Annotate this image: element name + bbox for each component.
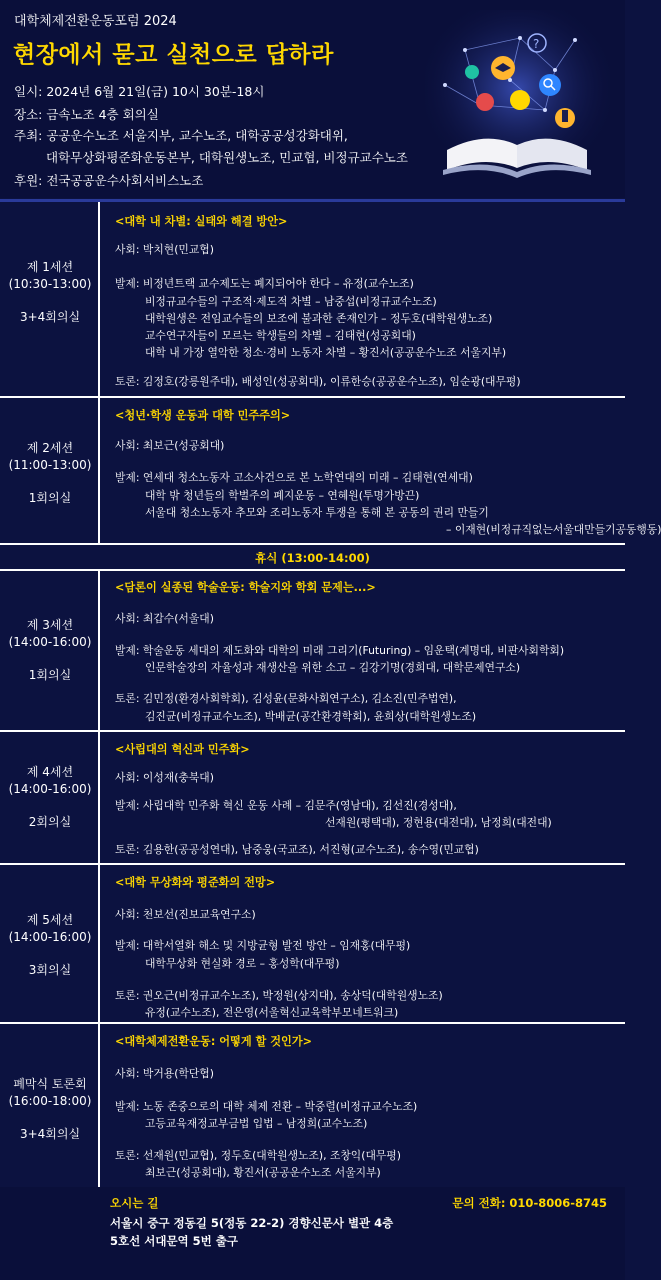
svg-text:?: ?: [533, 37, 540, 51]
poster-title: 현장에서 묻고 실천으로 답하라: [13, 42, 334, 68]
session-content-cell: [101, 202, 625, 396]
session-theme: <담론이 실종된 학술운동: 학술지와 학회 문제는...>: [115, 581, 376, 594]
talk-item: 비정규교수들의 구조적·제도적 차별 – 남중섭(비정규교수노조): [145, 295, 437, 308]
session-room: 3회의실: [28, 963, 72, 977]
talk-item: 발제: 학술운동 세대의 제도화와 대학의 미래 그리기(Futuring) – 임운택(계명대, 비판사회학회): [115, 644, 565, 657]
session-discussion: 김진균(비정규교수노조), 박배균(공간환경학회), 윤희상(대학원생노조): [145, 710, 477, 723]
program-table: [0, 199, 661, 1187]
session-content-cell: [101, 398, 661, 543]
session-row: [0, 202, 625, 398]
session-room: 1회의실: [28, 668, 72, 682]
session-row: [0, 732, 625, 865]
session-moderator: 사회: 최갑수(서울대): [115, 612, 214, 625]
subway-directions: 5호선 서대문역 5번 출구: [110, 1234, 238, 1248]
session-discussion: 최보근(성공회대), 황진서(공공운수노조 서울지부): [145, 1166, 381, 1179]
talk-item: 인문학술장의 자율성과 재생산을 위한 소고 – 김강기명(경희대, 대학문제연구소): [145, 661, 521, 674]
session-name: 제 5세션: [26, 913, 74, 927]
session-name: 제 3세션: [26, 618, 74, 632]
talk-item: 발제: 연세대 청소노동자 고소사건으로 본 노학연대의 미래 – 김태현(연세대): [115, 471, 473, 484]
talk-item: 선재원(평택대), 정현용(대전대), 남정희(대전대): [325, 816, 552, 829]
session-discussion: 토론: 김민정(환경사회학회), 김성윤(문화사회연구소), 김소진(민주법연),: [115, 692, 457, 705]
session-room: 1회의실: [28, 491, 72, 505]
session-moderator: 사회: 천보선(진보교육연구소): [115, 908, 256, 921]
open-book-science-illustration: [425, 10, 610, 185]
session-row: [0, 398, 661, 545]
session-info-cell: [0, 865, 100, 1022]
session-moderator: 사회: 박치현(민교협): [115, 243, 214, 256]
session-row: [0, 1024, 625, 1190]
event-date: 일시: 2024년 6월 21일(금) 10시 30분-18시: [14, 84, 265, 99]
session-time: (14:00-16:00): [8, 930, 92, 944]
session-content-cell: [101, 865, 625, 1022]
event-sponsor: 후원: 전국공공운수사회서비스노조: [14, 173, 204, 188]
break-label: 휴식 (13:00-14:00): [255, 551, 370, 565]
session-info-cell: [0, 732, 100, 863]
session-name: 제 4세션: [26, 765, 74, 779]
event-host-line-2: 대학무상화평준화운동본부, 대학원생노조, 민교협, 비정규교수노조: [46, 150, 408, 165]
talk-item: 대학원생은 전임교수들의 보조에 불과한 존재인가 – 정두호(대학원생노조): [145, 312, 493, 325]
talk-item: 서울대 청소노동자 추모와 조리노동자 투쟁을 통해 본 공동의 권리 만들기: [145, 506, 489, 519]
session-discussion: 토론: 김정호(강릉원주대), 배성인(성공회대), 이류한승(공공운수노조), 임순광(대무평): [115, 375, 521, 388]
session-time: (16:00-18:00): [8, 1094, 92, 1108]
session-theme: <대학체제전환운동: 어떻게 할 것인가>: [115, 1035, 313, 1048]
talk-item: 고등교육재정교부금법 입법 – 남정희(교수노조): [145, 1117, 368, 1130]
session-theme: <사립대의 혁신과 민주화>: [115, 743, 250, 756]
session-info-cell: [0, 202, 100, 396]
session-content-cell: [101, 571, 625, 730]
session-row: [0, 571, 625, 732]
session-theme: <대학 무상화와 평준화의 전망>: [115, 876, 276, 889]
talk-item: 교수연구자들이 모르는 학생들의 차별 – 김태현(성공회대): [145, 329, 416, 342]
session-time: (14:00-16:00): [8, 782, 92, 796]
session-time: (11:00-13:00): [8, 458, 92, 472]
session-time: (10:30-13:00): [8, 277, 92, 291]
session-info-cell: [0, 1024, 100, 1190]
talk-item: 대학 밖 청년들의 학벌주의 폐지운동 – 연혜원(투명가방끈): [145, 489, 420, 502]
venue-address: 서울시 중구 정동길 5(정동 22-2) 경향신문사 별관 4층: [110, 1216, 394, 1230]
talk-item: 발제: 사립대학 민주화 혁신 운동 사례 – 김문주(영남대), 김선진(경성대),: [115, 799, 457, 812]
session-moderator: 사회: 이성재(충북대): [115, 771, 214, 784]
forum-name: 대학체제전환운동포럼 2024: [14, 14, 177, 29]
session-moderator: 사회: 최보근(성공회대): [115, 439, 225, 452]
session-discussion: 토론: 김용한(공공성연대), 남중웅(국교조), 서진형(교수노조), 송수영(민교협): [115, 843, 479, 856]
poster-footer: [0, 1187, 625, 1280]
session-content-cell: [101, 732, 625, 863]
session-discussion: 토론: 선재원(민교협), 정두호(대학원생노조), 조창익(대무평): [115, 1149, 401, 1162]
talk-item: 대학 내 가장 열악한 청소·경비 노동자 차별 – 황진서(공공운수노조 서울지부): [145, 346, 507, 359]
session-moderator: 사회: 박거용(학단협): [115, 1067, 214, 1080]
session-room: 3+4회의실: [19, 1127, 81, 1141]
talk-item: 대학무상화 현실화 경로 – 홍성학(대무평): [145, 957, 340, 970]
session-room: 3+4회의실: [19, 310, 81, 324]
session-name: 폐막식 토론회: [13, 1077, 87, 1091]
poster-header: [0, 0, 625, 198]
session-content-cell: [101, 1024, 625, 1190]
session-theme: <대학 내 차별: 실태와 해결 방안>: [115, 215, 288, 228]
session-row: [0, 865, 625, 1024]
session-discussion: 유정(교수노조), 전은영(서울혁신교육학부모네트워크): [145, 1006, 399, 1019]
session-room: 2회의실: [28, 815, 72, 829]
session-info-cell: [0, 398, 100, 543]
talk-item: 발제: 대학서열화 해소 및 지방균형 발전 방안 – 임재홍(대무평): [115, 939, 411, 952]
directions-label: 오시는 길: [110, 1196, 159, 1210]
talk-item: 발제: 비정년트랙 교수제도는 폐지되어야 한다 – 유정(교수노조): [115, 277, 414, 290]
session-info-cell: [0, 571, 100, 730]
break-row: [0, 545, 625, 571]
contact-phone: 문의 전화: 010-8006-8745: [452, 1196, 607, 1210]
session-discussion: 토론: 권오근(비정규교수노조), 박정원(상지대), 송상덕(대학원생노조): [115, 989, 443, 1002]
session-theme: <청년·학생 운동과 대학 민주주의>: [115, 409, 291, 422]
event-place: 장소: 금속노조 4층 회의실: [14, 107, 159, 122]
talk-item: 발제: 노동 존중으로의 대학 체제 전환 – 박중렬(비정규교수노조): [115, 1100, 418, 1113]
session-name: 제 1세션: [26, 260, 74, 274]
event-host-line-1: 주최: 공공운수노조 서울지부, 교수노조, 대학공공성강화대위,: [14, 128, 348, 143]
session-name: 제 2세션: [26, 441, 74, 455]
talk-item: – 이재현(비정규직없는서울대만들기공동행동): [446, 523, 661, 536]
session-time: (14:00-16:00): [8, 635, 92, 649]
